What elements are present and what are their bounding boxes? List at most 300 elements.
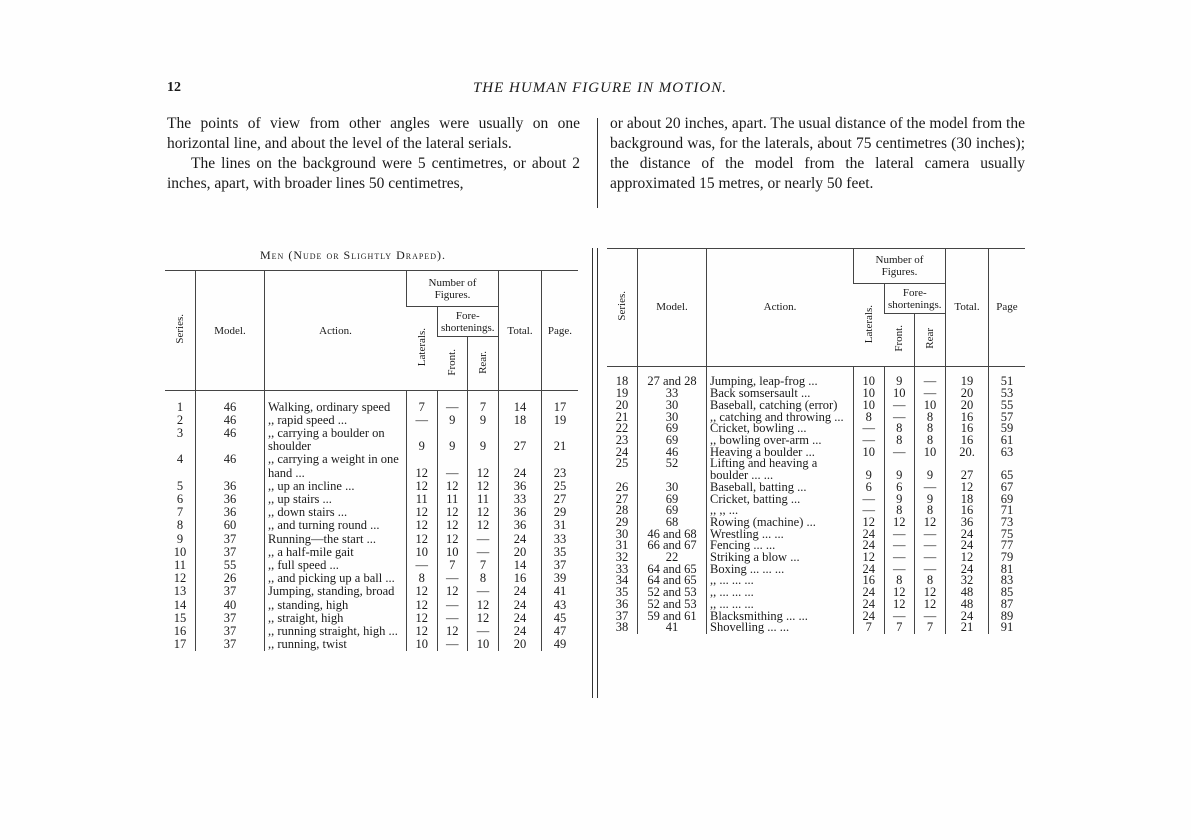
cell-rear: 9 xyxy=(468,427,499,453)
cell-model: 26 xyxy=(196,572,265,585)
cell-model: 37 xyxy=(196,546,265,559)
cell-page: 37 xyxy=(542,559,579,572)
cell-model: 30 xyxy=(638,400,707,412)
cell-total: 20 xyxy=(499,638,542,651)
cell-action: ,, ... ... ... xyxy=(707,575,854,587)
cell-laterals: 12 xyxy=(407,599,438,612)
cell-action: Baseball, catching (error) xyxy=(707,400,854,412)
cell-laterals: 11 xyxy=(407,493,438,506)
cell-front: — xyxy=(884,400,915,412)
cell-page: 77 xyxy=(989,540,1026,552)
cell-series: 36 xyxy=(615,596,629,611)
cell-laterals: 12 xyxy=(407,453,438,479)
cell-laterals: 9 xyxy=(407,427,438,453)
cell-rear: 9 xyxy=(468,414,499,427)
cell-action: ,, down stairs ... xyxy=(265,506,407,519)
cell-total: 16 xyxy=(946,423,989,435)
cell-total: 16 xyxy=(946,412,989,424)
running-title: THE HUMAN FIGURE IN MOTION. xyxy=(472,80,728,96)
cell-laterals: 12 xyxy=(407,480,438,493)
cell-series: 13 xyxy=(173,584,187,599)
cell-laterals: 24 xyxy=(854,587,885,599)
cell-series: 21 xyxy=(615,409,629,424)
cell-action: ,, catching and throwing ... xyxy=(707,412,854,424)
cell-action: ,, straight, high xyxy=(265,612,407,625)
table-row xyxy=(165,533,578,546)
cell-front: 12 xyxy=(437,625,468,638)
cell-front: 12 xyxy=(437,533,468,546)
cell-total: 18 xyxy=(499,414,542,427)
cell-page: 25 xyxy=(542,480,579,493)
cell-total: 32 xyxy=(946,575,989,587)
cell-model: 69 xyxy=(638,423,707,435)
cell-action: Walking, ordinary speed xyxy=(265,401,407,414)
cell-rear: 8 xyxy=(915,412,946,424)
header-model: Model. xyxy=(638,249,707,367)
cell-laterals: 10 xyxy=(854,376,885,388)
table-row xyxy=(165,638,578,651)
header-laterals: Laterals. xyxy=(415,327,428,367)
cell-total: 19 xyxy=(946,376,989,388)
page-number: 12 xyxy=(167,80,181,95)
cell-page: 45 xyxy=(542,612,579,625)
header-action: Action. xyxy=(707,249,854,367)
cell-laterals: 16 xyxy=(854,575,885,587)
cell-rear: 9 xyxy=(915,494,946,506)
cell-action: ,, running, twist xyxy=(265,638,407,651)
cell-laterals: 7 xyxy=(407,401,438,414)
cell-model: 46 xyxy=(638,447,707,459)
cell-series: 5 xyxy=(176,478,184,493)
cell-series: 18 xyxy=(615,374,629,389)
cell-rear: — xyxy=(915,482,946,494)
cell-rear: 7 xyxy=(468,559,499,572)
cell-model: 37 xyxy=(196,638,265,651)
cell-laterals: — xyxy=(854,435,885,447)
cell-page: 55 xyxy=(989,400,1026,412)
cell-page: 17 xyxy=(542,401,579,414)
cell-rear: 10 xyxy=(468,638,499,651)
cell-total: 36 xyxy=(499,506,542,519)
cell-model: 46 xyxy=(196,453,265,479)
cell-front: 8 xyxy=(884,505,915,517)
cell-rear: — xyxy=(915,564,946,576)
cell-front: — xyxy=(884,611,915,623)
cell-page: 79 xyxy=(989,552,1026,564)
cell-front: 10 xyxy=(437,546,468,559)
cell-front: 9 xyxy=(437,414,468,427)
table-caption: Men (Nude or Slightly Draped). xyxy=(260,248,446,262)
cell-laterals: 12 xyxy=(407,506,438,519)
cell-rear: — xyxy=(468,533,499,546)
cell-series: 32 xyxy=(615,550,629,565)
cell-series: 26 xyxy=(615,479,629,494)
cell-laterals: — xyxy=(854,423,885,435)
cell-page: 53 xyxy=(989,388,1026,400)
cell-page: 57 xyxy=(989,412,1026,424)
cell-series: 38 xyxy=(615,620,629,635)
cell-laterals: 7 xyxy=(854,622,885,634)
cell-model: 59 and 61 xyxy=(638,611,707,623)
cell-rear: 12 xyxy=(915,599,946,611)
cell-rear: — xyxy=(915,552,946,564)
cell-model: 37 xyxy=(196,625,265,638)
cell-action: Jumping, standing, broad xyxy=(265,585,407,598)
cell-model: 52 xyxy=(638,458,707,481)
cell-page: 87 xyxy=(989,599,1026,611)
cell-laterals: 24 xyxy=(854,564,885,576)
cell-front: 12 xyxy=(884,517,915,529)
cell-rear: 12 xyxy=(468,480,499,493)
cell-series: 34 xyxy=(615,573,629,588)
header-foreshortenings: Fore-shortenings. xyxy=(437,307,499,337)
cell-series: 12 xyxy=(173,571,187,586)
cell-page: 19 xyxy=(542,414,579,427)
cell-page: 21 xyxy=(542,427,579,453)
cell-action: ,, carrying a boulder on shoulder xyxy=(265,427,407,453)
cell-total: 36 xyxy=(946,517,989,529)
cell-series: 19 xyxy=(615,386,629,401)
cell-model: 22 xyxy=(638,552,707,564)
cell-laterals: 10 xyxy=(407,638,438,651)
cell-laterals: 12 xyxy=(407,533,438,546)
cell-page: 47 xyxy=(542,625,579,638)
cell-total: 20 xyxy=(499,546,542,559)
cell-model: 30 xyxy=(638,482,707,494)
cell-rear: 12 xyxy=(915,517,946,529)
cell-model: 36 xyxy=(196,480,265,493)
cell-page: 23 xyxy=(542,453,579,479)
text-column-left xyxy=(167,114,580,194)
cell-action: ,, ... ... ... xyxy=(707,599,854,611)
cell-series: 27 xyxy=(615,491,629,506)
header-number-of-figures: Number of Figures. xyxy=(854,249,946,284)
table-row xyxy=(165,401,578,414)
cell-laterals: 9 xyxy=(854,458,885,481)
cell-page: 39 xyxy=(542,572,579,585)
cell-model: 40 xyxy=(196,599,265,612)
cell-series: 17 xyxy=(173,637,187,652)
cell-front: — xyxy=(884,529,915,541)
cell-front: — xyxy=(437,638,468,651)
cell-model: 69 xyxy=(638,435,707,447)
cell-action: Shovelling ... ... xyxy=(707,622,854,634)
cell-front: — xyxy=(437,612,468,625)
cell-front: 9 xyxy=(437,427,468,453)
cell-page: 27 xyxy=(542,493,579,506)
cell-page: 59 xyxy=(989,423,1026,435)
cell-action: ,, up stairs ... xyxy=(265,493,407,506)
cell-laterals: 24 xyxy=(854,529,885,541)
cell-laterals: 12 xyxy=(407,585,438,598)
cell-action: ,, ,, ... xyxy=(707,505,854,517)
table-row xyxy=(607,458,1025,481)
cell-rear: 11 xyxy=(468,493,499,506)
cell-page: 63 xyxy=(989,447,1026,459)
cell-page: 85 xyxy=(989,587,1026,599)
cell-laterals: 10 xyxy=(854,400,885,412)
cell-laterals: 8 xyxy=(407,572,438,585)
cell-rear: — xyxy=(915,376,946,388)
cell-laterals: — xyxy=(854,505,885,517)
cell-total: 14 xyxy=(499,559,542,572)
cell-model: 60 xyxy=(196,519,265,532)
cell-rear: — xyxy=(915,529,946,541)
cell-total: 24 xyxy=(499,625,542,638)
cell-laterals: 12 xyxy=(407,612,438,625)
cell-model: 30 xyxy=(638,412,707,424)
cell-laterals: 10 xyxy=(407,546,438,559)
cell-front: — xyxy=(437,453,468,479)
header-foreshortenings: Fore-shortenings. xyxy=(884,284,946,314)
cell-action: Blacksmithing ... ... xyxy=(707,611,854,623)
header-total: Total. xyxy=(499,271,542,391)
cell-model: 41 xyxy=(638,622,707,634)
cell-action: Cricket, bowling ... xyxy=(707,423,854,435)
cell-model: 66 and 67 xyxy=(638,540,707,552)
cell-model: 36 xyxy=(196,506,265,519)
cell-laterals: 8 xyxy=(854,412,885,424)
cell-series: 9 xyxy=(176,531,184,546)
cell-page: 51 xyxy=(989,376,1026,388)
cell-front: — xyxy=(437,599,468,612)
paragraph: The lines on the background were 5 centimetres, or about 2 inches, apart, with broader lines 50 centimetres, xyxy=(167,155,580,192)
cell-model: 64 and 65 xyxy=(638,564,707,576)
left-table xyxy=(165,270,578,651)
cell-action: ,, and picking up a ball ... xyxy=(265,572,407,585)
cell-action: ,, up an incline ... xyxy=(265,480,407,493)
cell-model: 37 xyxy=(196,533,265,546)
cell-laterals: — xyxy=(407,414,438,427)
cell-page: 49 xyxy=(542,638,579,651)
header-front: Front. xyxy=(893,325,905,352)
paragraph: The points of view from other angles were usually on one horizontal line, and about the level of the lateral serials. xyxy=(167,115,580,152)
cell-total: 24 xyxy=(499,533,542,546)
cell-page: 89 xyxy=(989,611,1026,623)
cell-front: — xyxy=(884,552,915,564)
table-row xyxy=(165,546,578,559)
cell-total: 20 xyxy=(946,400,989,412)
cell-series: 25 xyxy=(615,456,629,471)
cell-front: 12 xyxy=(437,480,468,493)
cell-total: 24 xyxy=(499,599,542,612)
header-page: Page xyxy=(989,249,1026,367)
header-series: Series. xyxy=(616,291,628,321)
cell-page: 91 xyxy=(989,622,1026,634)
cell-series: 1 xyxy=(176,399,184,414)
cell-page: 83 xyxy=(989,575,1026,587)
cell-total: 27 xyxy=(499,427,542,453)
cell-rear: — xyxy=(468,546,499,559)
cell-series: 28 xyxy=(615,503,629,518)
cell-total: 12 xyxy=(946,552,989,564)
header-action: Action. xyxy=(265,271,407,391)
cell-total: 12 xyxy=(946,482,989,494)
cell-series: 6 xyxy=(176,491,184,506)
cell-page: 81 xyxy=(989,564,1026,576)
cell-laterals: 12 xyxy=(854,552,885,564)
cell-series: 20 xyxy=(615,397,629,412)
cell-total: 24 xyxy=(499,612,542,625)
cell-series: 37 xyxy=(615,608,629,623)
cell-page: 43 xyxy=(542,599,579,612)
cell-front: — xyxy=(437,572,468,585)
cell-front: 12 xyxy=(437,585,468,598)
cell-action: ,, carrying a weight in one hand ... xyxy=(265,453,407,479)
cell-series: 22 xyxy=(615,421,629,436)
cell-laterals: 24 xyxy=(854,611,885,623)
cell-page: 33 xyxy=(542,533,579,546)
cell-total: 27 xyxy=(946,458,989,481)
cell-series: 31 xyxy=(615,538,629,553)
cell-action: Cricket, batting ... xyxy=(707,494,854,506)
cell-series: 24 xyxy=(615,444,629,459)
cell-page: 29 xyxy=(542,506,579,519)
cell-model: 46 xyxy=(196,414,265,427)
table-row xyxy=(165,519,578,532)
cell-rear: 8 xyxy=(915,575,946,587)
cell-page: 73 xyxy=(989,517,1026,529)
cell-total: 36 xyxy=(499,480,542,493)
cell-front: 9 xyxy=(884,458,915,481)
cell-action: Rowing (machine) ... xyxy=(707,517,854,529)
cell-total: 24 xyxy=(946,564,989,576)
cell-total: 24 xyxy=(946,529,989,541)
table-row xyxy=(165,599,578,612)
cell-action: Wrestling ... ... xyxy=(707,529,854,541)
cell-page: 75 xyxy=(989,529,1026,541)
cell-front: 12 xyxy=(437,519,468,532)
cell-page: 67 xyxy=(989,482,1026,494)
cell-front: — xyxy=(884,447,915,459)
cell-total: 21 xyxy=(946,622,989,634)
cell-series: 2 xyxy=(176,412,184,427)
cell-laterals: 6 xyxy=(854,482,885,494)
cell-action: Baseball, batting ... xyxy=(707,482,854,494)
cell-total: 16 xyxy=(946,435,989,447)
cell-laterals: 24 xyxy=(854,540,885,552)
cell-rear: — xyxy=(468,625,499,638)
header-model: Model. xyxy=(196,271,265,391)
cell-rear: 10 xyxy=(915,400,946,412)
cell-front: 8 xyxy=(884,423,915,435)
right-table xyxy=(607,248,1025,634)
cell-series: 8 xyxy=(176,518,184,533)
header-series: Series. xyxy=(174,314,186,344)
cell-action: Running—the start ... xyxy=(265,533,407,546)
cell-action: Back somsersault ... xyxy=(707,388,854,400)
cell-series: 14 xyxy=(173,597,187,612)
table-row xyxy=(165,453,578,479)
cell-laterals: 12 xyxy=(854,517,885,529)
cell-laterals: 10 xyxy=(854,447,885,459)
cell-action: ,, rapid speed ... xyxy=(265,414,407,427)
cell-front: 8 xyxy=(884,435,915,447)
cell-model: 46 and 68 xyxy=(638,529,707,541)
cell-model: 37 xyxy=(196,585,265,598)
cell-front: 12 xyxy=(884,599,915,611)
cell-front: — xyxy=(884,412,915,424)
cell-front: — xyxy=(884,540,915,552)
cell-front: 6 xyxy=(884,482,915,494)
cell-action: Striking a blow ... xyxy=(707,552,854,564)
table-row xyxy=(165,585,578,598)
table-row xyxy=(165,427,578,453)
table-divider xyxy=(592,248,598,698)
cell-front: — xyxy=(884,564,915,576)
cell-series: 10 xyxy=(173,544,187,559)
cell-total: 33 xyxy=(499,493,542,506)
cell-laterals: 24 xyxy=(854,599,885,611)
cell-page: 31 xyxy=(542,519,579,532)
cell-model: 36 xyxy=(196,493,265,506)
cell-action: Fencing ... ... xyxy=(707,540,854,552)
cell-laterals: — xyxy=(407,559,438,572)
header-page: Page. xyxy=(542,271,579,391)
cell-action: Boxing ... ... ... xyxy=(707,564,854,576)
cell-total: 48 xyxy=(946,587,989,599)
cell-laterals: — xyxy=(854,494,885,506)
cell-rear: 10 xyxy=(915,447,946,459)
column-divider xyxy=(597,118,598,208)
cell-series: 15 xyxy=(173,610,187,625)
cell-action: ,, standing, high xyxy=(265,599,407,612)
cell-rear: 7 xyxy=(915,622,946,634)
cell-model: 55 xyxy=(196,559,265,572)
header-rear: Rear. xyxy=(468,337,499,391)
cell-front: 7 xyxy=(437,559,468,572)
cell-total: 18 xyxy=(946,494,989,506)
cell-rear: 12 xyxy=(468,519,499,532)
cell-front: 9 xyxy=(884,494,915,506)
header-number-of-figures: Number of Figures. xyxy=(407,271,499,307)
cell-page: 71 xyxy=(989,505,1026,517)
cell-action: ,, bowling over-arm ... xyxy=(707,435,854,447)
cell-series: 3 xyxy=(176,425,184,440)
cell-rear: 12 xyxy=(915,587,946,599)
cell-total: 24 xyxy=(499,453,542,479)
cell-page: 69 xyxy=(989,494,1026,506)
cell-laterals: 12 xyxy=(407,519,438,532)
cell-front: 12 xyxy=(884,587,915,599)
cell-action: Heaving a boulder ... xyxy=(707,447,854,459)
cell-rear: 12 xyxy=(468,599,499,612)
cell-rear: 9 xyxy=(915,458,946,481)
cell-rear: 8 xyxy=(915,505,946,517)
table-row xyxy=(165,480,578,493)
cell-action: ,, a half-mile gait xyxy=(265,546,407,559)
cell-total: 24 xyxy=(946,611,989,623)
cell-rear: — xyxy=(915,611,946,623)
cell-series: 11 xyxy=(173,557,187,572)
cell-front: 11 xyxy=(437,493,468,506)
cell-model: 69 xyxy=(638,505,707,517)
cell-laterals: 12 xyxy=(407,625,438,638)
cell-front: 9 xyxy=(884,376,915,388)
header-laterals: Laterals. xyxy=(862,304,875,343)
cell-front: 10 xyxy=(884,388,915,400)
cell-total: 20 xyxy=(946,388,989,400)
cell-model: 52 and 53 xyxy=(638,599,707,611)
cell-series: 33 xyxy=(615,561,629,576)
cell-total: 16 xyxy=(946,505,989,517)
cell-total: 36 xyxy=(499,519,542,532)
table-row xyxy=(165,612,578,625)
header-front: Front. xyxy=(446,348,458,376)
cell-rear: — xyxy=(468,585,499,598)
cell-laterals: 10 xyxy=(854,388,885,400)
cell-series: 16 xyxy=(173,623,187,638)
